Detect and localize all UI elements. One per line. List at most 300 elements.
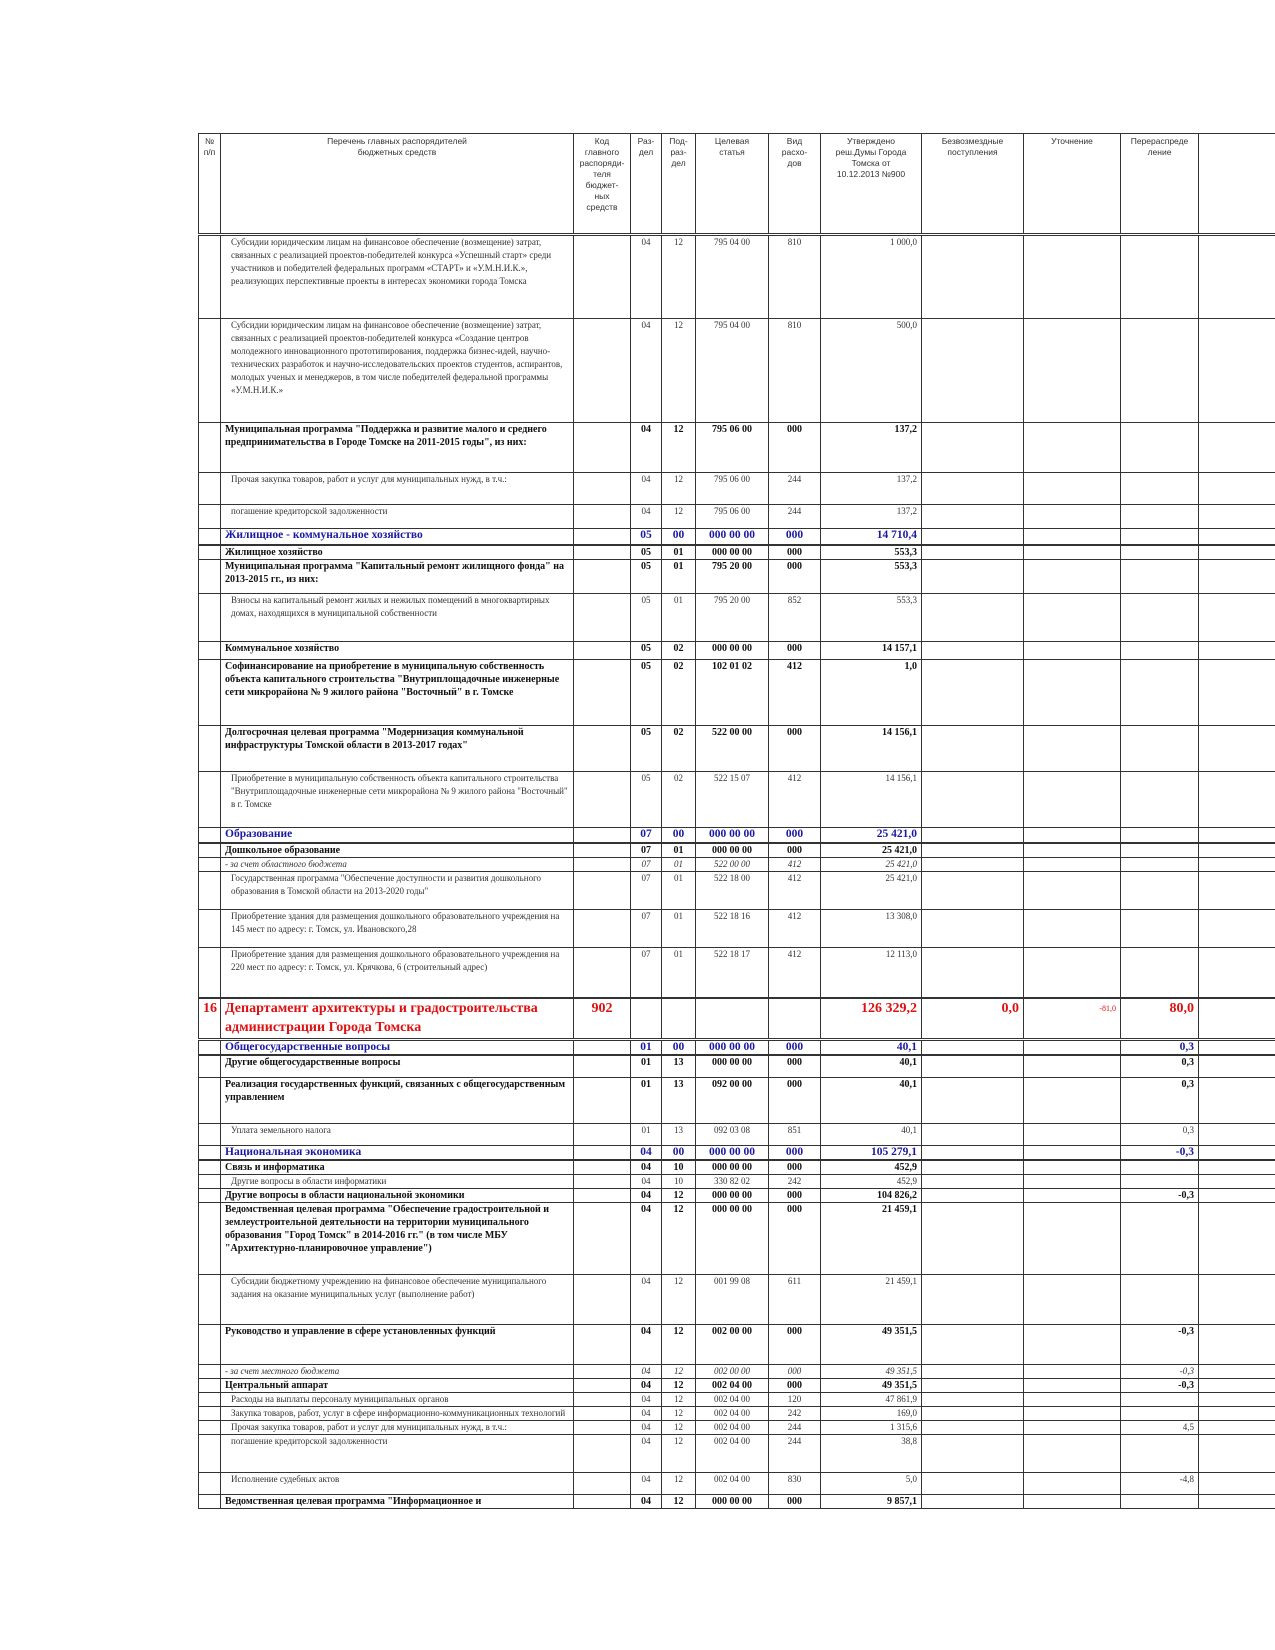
cell-exptype: 000 bbox=[769, 1325, 821, 1365]
cell-num bbox=[199, 948, 221, 998]
cell-approved: 21 459,1 bbox=[821, 1275, 922, 1325]
cell-code bbox=[574, 948, 631, 998]
cell-subsection: 01 bbox=[662, 593, 696, 641]
cell-code bbox=[574, 910, 631, 948]
cell-exptype: 000 bbox=[769, 843, 821, 858]
cell-code bbox=[574, 827, 631, 843]
table-row bbox=[199, 725, 1275, 771]
cell-reallocation: 0,3 bbox=[1121, 1055, 1199, 1077]
cell-approved: 169,0 bbox=[821, 1407, 922, 1421]
cell-article: 002 04 00 bbox=[696, 1379, 769, 1393]
cell-blank bbox=[1199, 1189, 1275, 1203]
cell-exptype: 611 bbox=[769, 1275, 821, 1325]
table-row bbox=[199, 1203, 1275, 1275]
cell-exptype: 412 bbox=[769, 771, 821, 827]
cell-approved: 1 315,6 bbox=[821, 1421, 922, 1435]
cell-article: 002 04 00 bbox=[696, 1473, 769, 1495]
cell-num bbox=[199, 473, 221, 505]
cell-subsection: 00 bbox=[662, 529, 696, 545]
cell-code bbox=[574, 1365, 631, 1379]
cell-subsection: 02 bbox=[662, 659, 696, 725]
header-article: Целевая статья bbox=[696, 134, 769, 235]
cell-subsection: 12 bbox=[662, 1407, 696, 1421]
cell-reallocation bbox=[1121, 858, 1199, 872]
budget-table bbox=[198, 133, 1275, 1509]
table-row bbox=[199, 319, 1275, 423]
table-row bbox=[199, 1365, 1275, 1379]
cell-blank bbox=[1199, 1203, 1275, 1275]
header-num: № п/п bbox=[199, 134, 221, 235]
cell-reallocation: 0,3 bbox=[1121, 1123, 1199, 1145]
cell-section: 04 bbox=[631, 1495, 662, 1509]
cell-clarification bbox=[1024, 473, 1121, 505]
cell-blank bbox=[1199, 545, 1275, 560]
cell-subsection: 01 bbox=[662, 948, 696, 998]
cell-reallocation bbox=[1121, 1393, 1199, 1407]
table-row bbox=[199, 505, 1275, 529]
cell-num bbox=[199, 1203, 221, 1275]
cell-approved: 49 351,5 bbox=[821, 1365, 922, 1379]
cell-approved: 553,3 bbox=[821, 593, 922, 641]
cell-subsection: 12 bbox=[662, 1421, 696, 1435]
cell-name: Руководство и управление в сфере установленных функций bbox=[221, 1325, 574, 1365]
cell-blank bbox=[1199, 235, 1275, 319]
cell-reallocation bbox=[1121, 827, 1199, 843]
cell-clarification bbox=[1024, 1077, 1121, 1123]
cell-name: Субсидии юридическим лицам на финансовое обеспечение (возмещение) затрат, связанных с реализацией проектов-победителей конкурса «Успешный старт» среди участников и победителей федеральных программ «СТАРТ» и «У.М.Н.И.К.», реализующих перспективные проекты в интересах экономики города Томска bbox=[221, 235, 574, 319]
cell-clarification bbox=[1024, 1473, 1121, 1495]
cell-article: 522 18 16 bbox=[696, 910, 769, 948]
cell-blank bbox=[1199, 319, 1275, 423]
cell-name: Другие общегосударственные вопросы bbox=[221, 1055, 574, 1077]
cell-subsection: 12 bbox=[662, 473, 696, 505]
cell-approved: 553,3 bbox=[821, 559, 922, 593]
cell-exptype: 000 bbox=[769, 1145, 821, 1160]
cell-num bbox=[199, 725, 221, 771]
cell-approved: 38,8 bbox=[821, 1435, 922, 1473]
header-reallocation: Перераспреде ление bbox=[1121, 134, 1199, 235]
cell-exptype: 244 bbox=[769, 1435, 821, 1473]
cell-exptype: 000 bbox=[769, 545, 821, 560]
cell-article: 000 00 00 bbox=[696, 1160, 769, 1175]
header-approved: Утверждено реш.Думы Города Томска от 10.12.2013 №900 bbox=[821, 134, 922, 235]
cell-gratuitous bbox=[922, 1325, 1024, 1365]
cell-section bbox=[631, 998, 662, 1040]
cell-num bbox=[199, 529, 221, 545]
cell-name: Центральный аппарат bbox=[221, 1379, 574, 1393]
cell-clarification bbox=[1024, 1365, 1121, 1379]
cell-subsection: 12 bbox=[662, 1275, 696, 1325]
cell-approved: 553,3 bbox=[821, 545, 922, 560]
table-row bbox=[199, 843, 1275, 858]
cell-name: Ведомственная целевая программа "Обеспечение градостроительной и землеустроительной деятельности на территории муниципального образования "Город Томск" в 2014-2016 гг." (в том числе МБУ "Архитектурно-планировочное управление") bbox=[221, 1203, 574, 1275]
cell-approved: 21 459,1 bbox=[821, 1203, 922, 1275]
cell-subsection: 12 bbox=[662, 1189, 696, 1203]
cell-subsection: 12 bbox=[662, 1393, 696, 1407]
cell-blank bbox=[1199, 641, 1275, 659]
cell-clarification bbox=[1024, 1175, 1121, 1189]
cell-exptype: 412 bbox=[769, 872, 821, 910]
cell-reallocation: 0,3 bbox=[1121, 1077, 1199, 1123]
cell-blank bbox=[1199, 529, 1275, 545]
cell-subsection: 10 bbox=[662, 1175, 696, 1189]
cell-code bbox=[574, 235, 631, 319]
cell-clarification bbox=[1024, 843, 1121, 858]
cell-blank bbox=[1199, 843, 1275, 858]
cell-clarification bbox=[1024, 529, 1121, 545]
cell-approved: 137,2 bbox=[821, 423, 922, 473]
cell-approved: 1 000,0 bbox=[821, 235, 922, 319]
cell-section: 04 bbox=[631, 473, 662, 505]
table-row bbox=[199, 1275, 1275, 1325]
cell-clarification bbox=[1024, 1495, 1121, 1509]
cell-reallocation bbox=[1121, 1203, 1199, 1275]
table-row bbox=[199, 1393, 1275, 1407]
cell-approved: 40,1 bbox=[821, 1055, 922, 1077]
cell-num bbox=[199, 1325, 221, 1365]
cell-num bbox=[199, 843, 221, 858]
cell-exptype: 852 bbox=[769, 593, 821, 641]
cell-num bbox=[199, 1495, 221, 1509]
cell-subsection: 12 bbox=[662, 423, 696, 473]
cell-article: 000 00 00 bbox=[696, 1055, 769, 1077]
cell-section: 04 bbox=[631, 1175, 662, 1189]
cell-gratuitous bbox=[922, 948, 1024, 998]
table-row bbox=[199, 827, 1275, 843]
table-row bbox=[199, 998, 1275, 1040]
cell-clarification bbox=[1024, 858, 1121, 872]
cell-article: 522 18 17 bbox=[696, 948, 769, 998]
cell-clarification bbox=[1024, 1040, 1121, 1056]
cell-exptype: 244 bbox=[769, 505, 821, 529]
cell-approved: 25 421,0 bbox=[821, 858, 922, 872]
cell-article: 795 06 00 bbox=[696, 473, 769, 505]
cell-gratuitous bbox=[922, 1175, 1024, 1189]
cell-num bbox=[199, 559, 221, 593]
cell-exptype: 000 bbox=[769, 1055, 821, 1077]
cell-name: Закупка товаров, работ, услуг в сфере информационно-коммуникационных технологий bbox=[221, 1407, 574, 1421]
cell-approved: 40,1 bbox=[821, 1123, 922, 1145]
cell-name: Прочая закупка товаров, работ и услуг для муниципальных нужд, в т.ч.: bbox=[221, 473, 574, 505]
cell-approved: 40,1 bbox=[821, 1040, 922, 1056]
header-clarification: Уточнение bbox=[1024, 134, 1121, 235]
cell-section: 04 bbox=[631, 1275, 662, 1325]
cell-article: 002 04 00 bbox=[696, 1407, 769, 1421]
cell-clarification: -81,0 bbox=[1024, 998, 1121, 1040]
table-row bbox=[199, 593, 1275, 641]
cell-gratuitous bbox=[922, 1203, 1024, 1275]
cell-section: 05 bbox=[631, 725, 662, 771]
cell-clarification bbox=[1024, 319, 1121, 423]
cell-reallocation bbox=[1121, 771, 1199, 827]
cell-exptype: 000 bbox=[769, 725, 821, 771]
cell-section: 07 bbox=[631, 858, 662, 872]
cell-section: 04 bbox=[631, 1325, 662, 1365]
cell-clarification bbox=[1024, 659, 1121, 725]
cell-reallocation bbox=[1121, 473, 1199, 505]
cell-section: 07 bbox=[631, 827, 662, 843]
cell-num bbox=[199, 1055, 221, 1077]
cell-name: Софинансирование на приобретение в муниципальную собственность объекта капитального строительства "Внутриплощадочные инженерные сети микрорайона № 9 жилого района "Восточный" в г. Томске bbox=[221, 659, 574, 725]
cell-clarification bbox=[1024, 505, 1121, 529]
cell-reallocation bbox=[1121, 948, 1199, 998]
cell-reallocation bbox=[1121, 725, 1199, 771]
cell-clarification bbox=[1024, 1145, 1121, 1160]
cell-gratuitous bbox=[922, 1379, 1024, 1393]
cell-approved: 40,1 bbox=[821, 1077, 922, 1123]
cell-gratuitous bbox=[922, 529, 1024, 545]
cell-subsection: 02 bbox=[662, 641, 696, 659]
table-row bbox=[199, 1473, 1275, 1495]
cell-article: 000 00 00 bbox=[696, 1040, 769, 1056]
header-gratuitous: Безвозмездные поступления bbox=[922, 134, 1024, 235]
cell-article: 002 04 00 bbox=[696, 1435, 769, 1473]
cell-section: 07 bbox=[631, 948, 662, 998]
cell-approved: 25 421,0 bbox=[821, 827, 922, 843]
cell-reallocation: 80,0 bbox=[1121, 998, 1199, 1040]
cell-reallocation bbox=[1121, 659, 1199, 725]
cell-blank bbox=[1199, 593, 1275, 641]
cell-gratuitous bbox=[922, 1275, 1024, 1325]
header-exptype: Вид расхо- дов bbox=[769, 134, 821, 235]
cell-clarification bbox=[1024, 1435, 1121, 1473]
cell-article: 002 00 00 bbox=[696, 1325, 769, 1365]
cell-num bbox=[199, 593, 221, 641]
cell-gratuitous bbox=[922, 1473, 1024, 1495]
table-row bbox=[199, 1055, 1275, 1077]
cell-article: 000 00 00 bbox=[696, 545, 769, 560]
table-row bbox=[199, 545, 1275, 560]
cell-section: 05 bbox=[631, 659, 662, 725]
header-blank bbox=[1199, 134, 1275, 235]
table-header-row bbox=[199, 134, 1275, 235]
table-row bbox=[199, 1189, 1275, 1203]
cell-approved: 14 710,4 bbox=[821, 529, 922, 545]
cell-article: 092 03 08 bbox=[696, 1123, 769, 1145]
cell-approved: 126 329,2 bbox=[821, 998, 922, 1040]
cell-section: 01 bbox=[631, 1123, 662, 1145]
table-row bbox=[199, 529, 1275, 545]
cell-article: 002 04 00 bbox=[696, 1421, 769, 1435]
cell-num bbox=[199, 641, 221, 659]
table-row bbox=[199, 1077, 1275, 1123]
cell-section: 04 bbox=[631, 1473, 662, 1495]
cell-article: 002 00 00 bbox=[696, 1365, 769, 1379]
cell-reallocation: -0,3 bbox=[1121, 1325, 1199, 1365]
cell-subsection: 12 bbox=[662, 1435, 696, 1473]
cell-name: Прочая закупка товаров, работ и услуг для муниципальных нужд, в т.ч.: bbox=[221, 1421, 574, 1435]
cell-code bbox=[574, 858, 631, 872]
cell-code bbox=[574, 641, 631, 659]
cell-name: Национальная экономика bbox=[221, 1145, 574, 1160]
cell-code bbox=[574, 1379, 631, 1393]
cell-code bbox=[574, 1393, 631, 1407]
cell-num bbox=[199, 858, 221, 872]
cell-blank bbox=[1199, 1040, 1275, 1056]
cell-section: 04 bbox=[631, 1407, 662, 1421]
cell-subsection: 12 bbox=[662, 1365, 696, 1379]
cell-approved: 452,9 bbox=[821, 1175, 922, 1189]
cell-exptype: 000 bbox=[769, 1379, 821, 1393]
cell-gratuitous bbox=[922, 1407, 1024, 1421]
cell-exptype: 000 bbox=[769, 641, 821, 659]
cell-clarification bbox=[1024, 872, 1121, 910]
cell-num bbox=[199, 545, 221, 560]
cell-subsection: 01 bbox=[662, 559, 696, 593]
cell-code bbox=[574, 1123, 631, 1145]
cell-section: 04 bbox=[631, 505, 662, 529]
cell-section: 05 bbox=[631, 529, 662, 545]
cell-approved: 14 156,1 bbox=[821, 725, 922, 771]
cell-blank bbox=[1199, 1407, 1275, 1421]
cell-approved: 47 861,9 bbox=[821, 1393, 922, 1407]
cell-reallocation bbox=[1121, 505, 1199, 529]
cell-section: 07 bbox=[631, 843, 662, 858]
cell-code bbox=[574, 725, 631, 771]
cell-name: - за счет областного бюджета bbox=[221, 858, 574, 872]
cell-subsection: 12 bbox=[662, 505, 696, 529]
cell-clarification bbox=[1024, 725, 1121, 771]
budget-table-sheet bbox=[198, 133, 1275, 1650]
cell-reallocation bbox=[1121, 1275, 1199, 1325]
cell-section: 07 bbox=[631, 872, 662, 910]
cell-subsection: 01 bbox=[662, 872, 696, 910]
cell-num bbox=[199, 235, 221, 319]
cell-article: 795 06 00 bbox=[696, 505, 769, 529]
cell-exptype: 000 bbox=[769, 529, 821, 545]
cell-approved: 137,2 bbox=[821, 505, 922, 529]
cell-gratuitous bbox=[922, 771, 1024, 827]
cell-article: 795 20 00 bbox=[696, 593, 769, 641]
cell-name: - за счет местного бюджета bbox=[221, 1365, 574, 1379]
cell-reallocation bbox=[1121, 1435, 1199, 1473]
cell-blank bbox=[1199, 771, 1275, 827]
cell-blank bbox=[1199, 1275, 1275, 1325]
cell-reallocation bbox=[1121, 593, 1199, 641]
cell-gratuitous bbox=[922, 1365, 1024, 1379]
cell-blank bbox=[1199, 1160, 1275, 1175]
cell-name: Субсидии юридическим лицам на финансовое обеспечение (возмещение) затрат, связанных с реализацией проектов-победителей конкурса «Создание центров молодежного инновационного прототипирования, поддержка бизнес-идей, научно-технических разработок и научно-исследовательских проектов студентов, аспирантов, молодых ученых и менеджеров, в том числе победителей федеральной программы «У.М.Н.И.К.» bbox=[221, 319, 574, 423]
cell-exptype: 000 bbox=[769, 1365, 821, 1379]
cell-code bbox=[574, 1189, 631, 1203]
cell-article: 000 00 00 bbox=[696, 1495, 769, 1509]
cell-blank bbox=[1199, 505, 1275, 529]
cell-article: 795 04 00 bbox=[696, 319, 769, 423]
cell-exptype: 412 bbox=[769, 910, 821, 948]
cell-section: 04 bbox=[631, 1160, 662, 1175]
cell-reallocation bbox=[1121, 545, 1199, 560]
cell-name: Муниципальная программа "Капитальный ремонт жилищного фонда" на 2013-2015 гг., из них: bbox=[221, 559, 574, 593]
cell-num bbox=[199, 1175, 221, 1189]
cell-approved: 13 308,0 bbox=[821, 910, 922, 948]
cell-reallocation bbox=[1121, 872, 1199, 910]
cell-reallocation bbox=[1121, 1495, 1199, 1509]
cell-gratuitous bbox=[922, 1145, 1024, 1160]
cell-name: Жилищное хозяйство bbox=[221, 545, 574, 560]
cell-code bbox=[574, 1077, 631, 1123]
cell-blank bbox=[1199, 858, 1275, 872]
cell-reallocation bbox=[1121, 559, 1199, 593]
cell-subsection: 00 bbox=[662, 827, 696, 843]
cell-gratuitous bbox=[922, 1393, 1024, 1407]
cell-article: 522 00 00 bbox=[696, 858, 769, 872]
cell-num bbox=[199, 1077, 221, 1123]
table-row bbox=[199, 473, 1275, 505]
cell-exptype: 830 bbox=[769, 1473, 821, 1495]
cell-blank bbox=[1199, 473, 1275, 505]
table-row bbox=[199, 858, 1275, 872]
cell-gratuitous bbox=[922, 1040, 1024, 1056]
cell-approved: 5,0 bbox=[821, 1473, 922, 1495]
cell-article: 522 18 00 bbox=[696, 872, 769, 910]
cell-exptype: 000 bbox=[769, 423, 821, 473]
cell-exptype: 000 bbox=[769, 1189, 821, 1203]
header-section: Раз- дел bbox=[631, 134, 662, 235]
cell-name: Взносы на капитальный ремонт жилых и нежилых помещений в многоквартирных домах, находящихся в муниципальной собственности bbox=[221, 593, 574, 641]
cell-clarification bbox=[1024, 593, 1121, 641]
cell-exptype: 000 bbox=[769, 1077, 821, 1123]
cell-name: Расходы на выплаты персоналу муниципальных органов bbox=[221, 1393, 574, 1407]
cell-gratuitous bbox=[922, 910, 1024, 948]
cell-article: 522 15 07 bbox=[696, 771, 769, 827]
cell-name: Коммунальное хозяйство bbox=[221, 641, 574, 659]
cell-blank bbox=[1199, 1473, 1275, 1495]
cell-reallocation: -0,3 bbox=[1121, 1365, 1199, 1379]
cell-blank bbox=[1199, 827, 1275, 843]
cell-blank bbox=[1199, 1145, 1275, 1160]
cell-clarification bbox=[1024, 559, 1121, 593]
cell-num bbox=[199, 1365, 221, 1379]
cell-exptype: 810 bbox=[769, 319, 821, 423]
cell-code bbox=[574, 1160, 631, 1175]
table-row bbox=[199, 1175, 1275, 1189]
cell-clarification bbox=[1024, 1421, 1121, 1435]
cell-subsection: 12 bbox=[662, 1473, 696, 1495]
cell-exptype bbox=[769, 998, 821, 1040]
cell-name: Субсидии бюджетному учреждению на финансовое обеспечение муниципального задания на оказание муниципальных услуг (выполнение работ) bbox=[221, 1275, 574, 1325]
table-row bbox=[199, 659, 1275, 725]
cell-name: Приобретение здания для размещения дошкольного образовательного учреждения на 145 мест по адресу: г. Томск, ул. Ивановского,28 bbox=[221, 910, 574, 948]
table-row bbox=[199, 1435, 1275, 1473]
cell-clarification bbox=[1024, 1203, 1121, 1275]
cell-gratuitous bbox=[922, 1495, 1024, 1509]
cell-clarification bbox=[1024, 1160, 1121, 1175]
cell-code bbox=[574, 1325, 631, 1365]
cell-approved: 1,0 bbox=[821, 659, 922, 725]
cell-approved: 9 857,1 bbox=[821, 1495, 922, 1509]
cell-code bbox=[574, 319, 631, 423]
table-row bbox=[199, 1379, 1275, 1393]
cell-reallocation bbox=[1121, 319, 1199, 423]
cell-gratuitous bbox=[922, 1160, 1024, 1175]
table-row bbox=[199, 423, 1275, 473]
cell-section: 05 bbox=[631, 545, 662, 560]
cell-article: 330 82 02 bbox=[696, 1175, 769, 1189]
cell-num bbox=[199, 872, 221, 910]
cell-gratuitous bbox=[922, 423, 1024, 473]
cell-gratuitous bbox=[922, 593, 1024, 641]
cell-reallocation: 0,3 bbox=[1121, 1040, 1199, 1056]
cell-article: 795 20 00 bbox=[696, 559, 769, 593]
cell-exptype: 000 bbox=[769, 559, 821, 593]
cell-gratuitous bbox=[922, 559, 1024, 593]
header-name: Перечень главных распорядителей бюджетных средств bbox=[221, 134, 574, 235]
table-body bbox=[199, 235, 1275, 1509]
cell-num bbox=[199, 423, 221, 473]
cell-exptype: 242 bbox=[769, 1175, 821, 1189]
cell-subsection: 12 bbox=[662, 319, 696, 423]
cell-article: 795 06 00 bbox=[696, 423, 769, 473]
